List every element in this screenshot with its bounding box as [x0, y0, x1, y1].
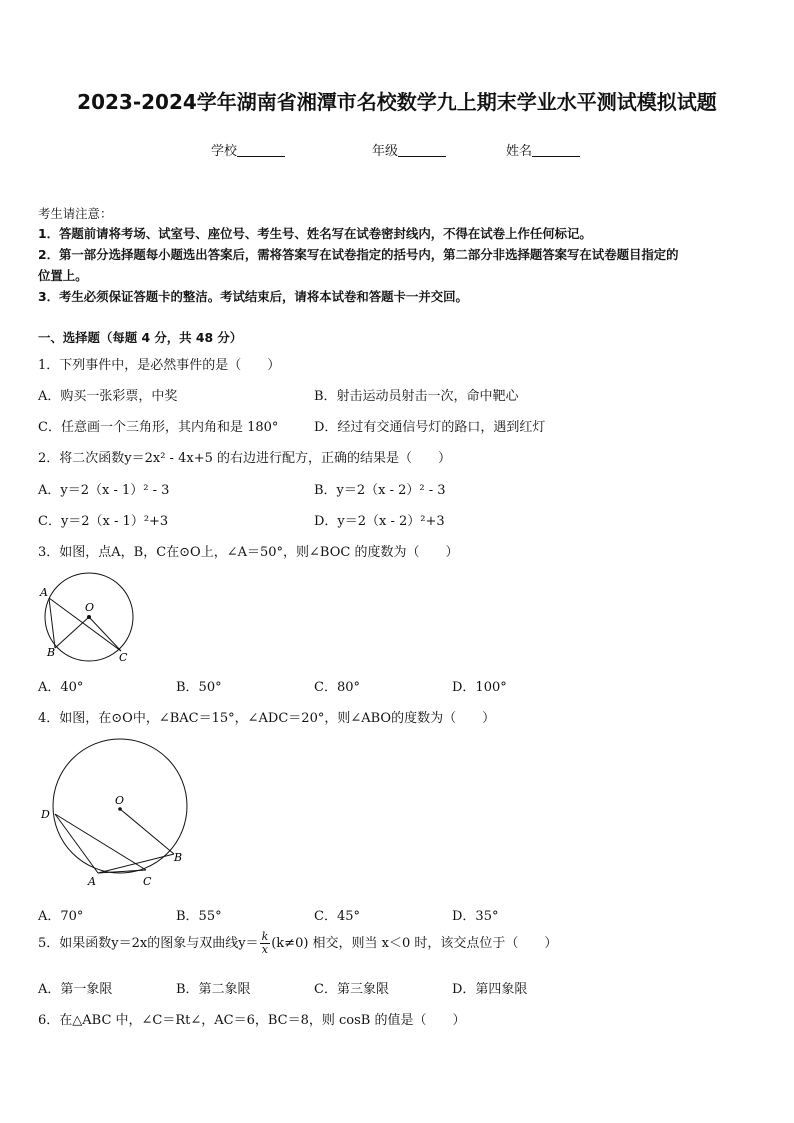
q1-option-c: C．任意画一个三角形，其内角和是 180° — [38, 420, 279, 435]
q3-option-a: A．40° — [38, 680, 84, 695]
q1-stem: 1．下列事件中，是必然事件的是（ ） — [38, 358, 281, 373]
q5-stem-pre: 5．如果函数y＝2x的图象与双曲线y＝ — [38, 936, 259, 951]
q4-segment-dc — [55, 814, 146, 870]
section-heading: 一、选择题（每题 4 分，共 48 分） — [38, 330, 243, 345]
q2-option-c: C．y＝2（x - 1）²+3 — [38, 514, 169, 529]
q3-label-a: A — [40, 586, 48, 599]
school-field — [211, 140, 285, 159]
q5-fraction-numerator: k — [261, 930, 269, 943]
q3-option-c: C．80° — [314, 680, 360, 695]
q5-option-c: C．第三象限 — [314, 982, 389, 997]
q1-option-d: D．经过有交通信号灯的路口，遇到红灯 — [314, 420, 546, 435]
grade-field — [372, 140, 446, 159]
q4-option-b: B．55° — [176, 909, 222, 924]
q3-circle-figure — [34, 568, 144, 668]
notice-item: 1．答题前请将考场、试室号、座位号、考生号、姓名写在试卷密封线内，不得在试卷上作任何标记。 — [38, 226, 592, 241]
name-field — [506, 140, 580, 159]
notice-item: 位置上。 — [38, 268, 88, 283]
q6-stem: 6．在△ABC 中，∠C＝Rt∠，AC＝6，BC＝8，则 cosB 的值是（ ） — [38, 1013, 466, 1028]
q3-stem: 3．如图，点A，B，C在⊙O上，∠A＝50°，则∠BOC 的度数为（ ） — [38, 545, 459, 560]
q4-label-d: D — [41, 808, 50, 821]
q4-label-a: A — [88, 875, 96, 888]
q3-center-dot — [87, 615, 91, 619]
q5-stem — [38, 931, 557, 956]
name-label: 姓名 — [506, 144, 533, 159]
q5-option-a: A．第一象限 — [38, 982, 113, 997]
q5-option-d: D．第四象限 — [452, 982, 528, 997]
grade-blank — [398, 142, 446, 157]
q3-option-b: B．50° — [176, 680, 222, 695]
q4-center-dot — [118, 807, 122, 811]
q2-option-d: D．y＝2（x - 2）²+3 — [314, 514, 445, 529]
q3-label-c: C — [119, 651, 128, 664]
q4-circle-figure — [34, 738, 194, 893]
q4-segment-ob — [120, 809, 174, 854]
school-blank — [237, 142, 285, 157]
q2-option-a: A．y＝2（x - 1）² - 3 — [38, 483, 170, 498]
q4-option-d: D．35° — [452, 909, 499, 924]
q5-fraction — [260, 931, 271, 956]
q4-option-a: A．70° — [38, 909, 84, 924]
name-blank — [532, 142, 580, 157]
q3-segment-ob — [55, 617, 89, 648]
q3-label-b: B — [47, 646, 56, 659]
notice-item: 2．第一部分选择题每小题选出答案后，需将答案写在试卷指定的括号内，第二部分非选择题答案写在试卷题目指定的 — [38, 247, 679, 262]
q4-label-b: B — [174, 851, 183, 864]
q2-option-b: B．y＝2（x - 2）² - 3 — [314, 483, 446, 498]
q4-label-c: C — [143, 875, 152, 888]
q3-label-o: O — [85, 601, 95, 614]
q5-fraction-denominator: x — [261, 943, 268, 956]
q3-option-d: D．100° — [452, 680, 507, 695]
school-label: 学校 — [211, 144, 238, 159]
q1-option-b: B．射击运动员射击一次，命中靶心 — [314, 389, 519, 404]
notice-item: 3．考生必须保证答题卡的整洁。考试结束后，请将本试卷和答题卡一并交回。 — [38, 289, 468, 304]
q1-option-a: A．购买一张彩票，中奖 — [38, 389, 178, 404]
q5-stem-post: (k≠0) 相交，则当 x＜0 时，该交点位于（ ） — [271, 936, 558, 951]
exam-title: 2023-2024学年湖南省湘潭市名校数学九上期末学业水平测试模拟试题 — [77, 90, 717, 114]
q4-option-c: C．45° — [314, 909, 360, 924]
q4-stem: 4．如图，在⊙O中，∠BAC＝15°，∠ADC＝20°，则∠ABO的度数为（ ） — [38, 711, 496, 726]
notice-heading: 考生请注意： — [38, 206, 113, 221]
grade-label: 年级 — [372, 144, 399, 159]
q3-segment-oc — [89, 617, 121, 651]
q5-option-b: B．第二象限 — [176, 982, 251, 997]
q4-label-o: O — [115, 794, 125, 807]
q2-stem: 2．将二次函数y＝2x² - 4x+5 的右边进行配方，正确的结果是（ ） — [38, 451, 451, 466]
q4-segment-da — [55, 814, 98, 873]
